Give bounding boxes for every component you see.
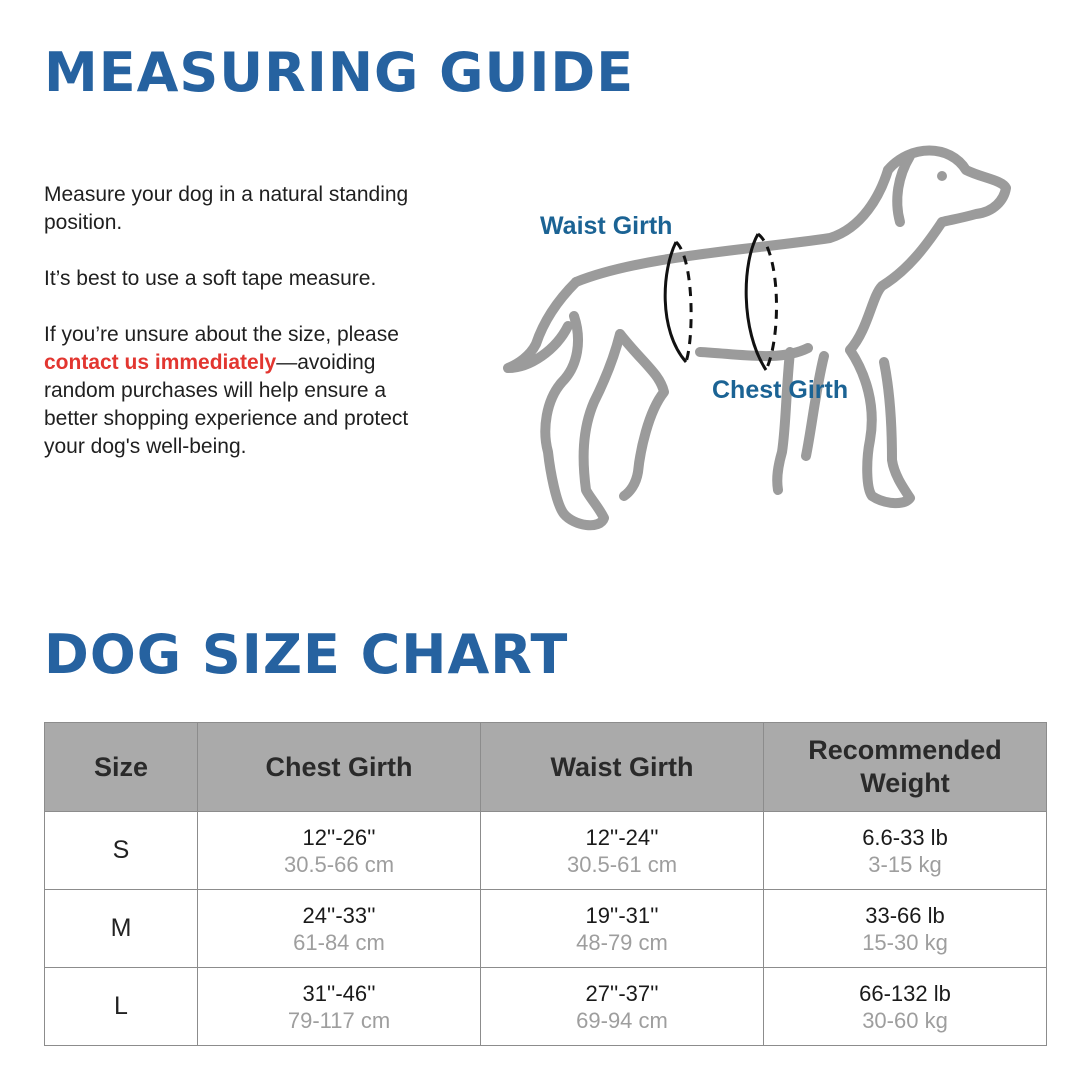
waist-girth-label: Waist Girth — [540, 212, 673, 240]
weight-kg: 15-30 kg — [862, 929, 948, 955]
chest-cm: 30.5-66 cm — [283, 851, 395, 877]
chest-inches: 24''-33'' — [302, 902, 376, 928]
header-recommended-weight: Recommended Weight — [764, 723, 1047, 812]
chest-girth-band — [746, 234, 776, 370]
weight-cell — [764, 890, 1047, 968]
measuring-instructions — [44, 181, 444, 489]
instruction-contact — [44, 321, 444, 461]
chest-inches: 31''-46'' — [302, 980, 376, 1006]
chest-cm: 79-117 cm — [287, 1007, 391, 1033]
waist-inches: 12''-24'' — [585, 824, 659, 850]
header-size: Size — [45, 723, 198, 812]
table-row — [45, 812, 1047, 890]
chest-cell — [198, 890, 481, 968]
waist-inches: 19''-31'' — [585, 902, 659, 928]
chest-girth-label: Chest Girth — [712, 376, 849, 404]
contact-us-link[interactable]: contact us immediately — [44, 351, 277, 374]
instruction-contact-after: —avoiding random purchases will help ensure a better shopping experience and protect your dog's well-being. — [44, 351, 409, 458]
size-chart-title: DOG SIZE CHART — [44, 623, 569, 686]
chest-cell — [198, 968, 481, 1046]
weight-kg: 30-60 kg — [862, 1007, 948, 1033]
dog-eye — [937, 171, 947, 181]
size-chart-table — [44, 722, 1047, 1046]
waist-cm: 69-94 cm — [576, 1007, 668, 1033]
instruction-standing: Measure your dog in a natural standing position. — [44, 183, 409, 234]
measuring-guide-title: MEASURING GUIDE — [44, 41, 635, 104]
instruction-contact-before: If you’re unsure about the size, please — [44, 323, 399, 346]
weight-lb: 66-132 lb — [859, 980, 951, 1006]
table-header-row — [45, 723, 1047, 812]
weight-cell — [764, 968, 1047, 1046]
header-chest-girth: Chest Girth — [198, 723, 481, 812]
chest-cell — [198, 812, 481, 890]
table-row — [45, 968, 1047, 1046]
weight-lb: 33-66 lb — [865, 902, 945, 928]
size-cell: L — [45, 968, 198, 1046]
instruction-tape: It’s best to use a soft tape measure. — [44, 267, 377, 290]
table-row — [45, 890, 1047, 968]
dog-measurement-diagram — [490, 130, 1050, 550]
weight-cell — [764, 812, 1047, 890]
chest-cm: 61-84 cm — [293, 929, 385, 955]
weight-lb: 6.6-33 lb — [862, 824, 948, 850]
waist-cm: 30.5-61 cm — [566, 851, 678, 877]
weight-kg: 3-15 kg — [868, 851, 942, 877]
header-waist-girth: Waist Girth — [481, 723, 764, 812]
chest-inches: 12''-26'' — [302, 824, 376, 850]
size-cell: S — [45, 812, 198, 890]
size-cell: M — [45, 890, 198, 968]
waist-cm: 48-79 cm — [576, 929, 668, 955]
waist-cell — [481, 890, 764, 968]
dog-outline-icon — [490, 130, 1050, 550]
waist-cell — [481, 968, 764, 1046]
waist-inches: 27''-37'' — [585, 980, 659, 1006]
waist-cell — [481, 812, 764, 890]
